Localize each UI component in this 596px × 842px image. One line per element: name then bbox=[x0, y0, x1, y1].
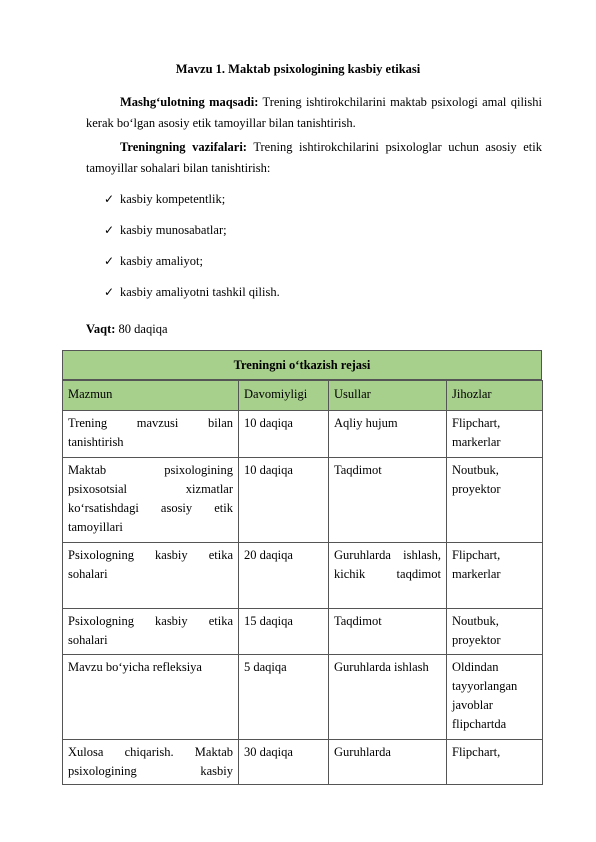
table-cell-equipment: Flipchart, markerlar bbox=[447, 411, 543, 458]
table-cell-method: Aqliy hujum bbox=[329, 411, 447, 458]
tasks-text: Trening ishtirokchilarini psixologlar uchun asosiy etik tamoyillar sohalari bilan tanishtirish: bbox=[86, 140, 543, 175]
list-item bbox=[104, 252, 280, 283]
list-item bbox=[104, 190, 280, 221]
column-header: Mazmun bbox=[63, 381, 239, 411]
plan-table bbox=[62, 380, 543, 785]
table-row bbox=[63, 411, 543, 458]
table-cell-content: Maktab psixologining psixosotsial xizmatlar ko‘rsatishdagi asosiy etik tamoyillari bbox=[63, 458, 239, 543]
column-header: Davomiyligi bbox=[239, 381, 329, 411]
table-row bbox=[63, 458, 543, 543]
table-cell-method: Guruhlarda ishlash, kichik taqdimot bbox=[329, 543, 447, 609]
table-cell-method: Taqdimot bbox=[329, 609, 447, 655]
table-cell-duration: 20 daqiqa bbox=[239, 543, 329, 609]
task-checklist bbox=[104, 190, 280, 314]
table-row bbox=[63, 609, 543, 655]
table-cell-content: Psixologning kasbiy etika sohalari bbox=[63, 609, 239, 655]
table-cell-content: Mavzu bo‘yicha refleksiya bbox=[63, 655, 239, 740]
duration-line bbox=[86, 322, 168, 337]
page-title: Mavzu 1. Maktab psixologining kasbiy etikasi bbox=[175, 62, 421, 76]
list-item bbox=[104, 221, 280, 252]
table-cell-method: Taqdimot bbox=[329, 458, 447, 543]
table-cell-equipment: Noutbuk, proyektor bbox=[447, 458, 543, 543]
tasks-label: Treningning vazifalari: bbox=[120, 140, 247, 154]
table-cell-duration: 30 daqiqa bbox=[239, 740, 329, 785]
list-item bbox=[104, 283, 280, 314]
table-row bbox=[63, 740, 543, 785]
table-cell-content: Psixologning kasbiy etika sohalari bbox=[63, 543, 239, 609]
table-cell-equipment: Oldindan tayyorlangan javoblar flipchartda bbox=[447, 655, 543, 740]
table-cell-duration: 10 daqiqa bbox=[239, 458, 329, 543]
table-cell-method: Guruhlarda bbox=[329, 740, 447, 785]
tasks-paragraph bbox=[86, 137, 542, 179]
table-cell-equipment: Flipchart, bbox=[447, 740, 543, 785]
checkmark-icon: ✓ bbox=[104, 285, 115, 299]
table-cell-method: Guruhlarda ishlash bbox=[329, 655, 447, 740]
table-cell-equipment: Noutbuk, proyektor bbox=[447, 609, 543, 655]
table-cell-content: Xulosa chiqarish. Maktab psixologining kasbiy bbox=[63, 740, 239, 785]
table-row bbox=[63, 543, 543, 609]
plan-table-wrapper bbox=[62, 350, 542, 785]
column-header: Usullar bbox=[329, 381, 447, 411]
list-item-text: kasbiy kompetentlik; bbox=[120, 192, 226, 206]
goal-paragraph bbox=[86, 92, 542, 134]
duration-label: Vaqt: bbox=[86, 322, 116, 336]
goal-text: Trening ishtirokchilarini maktab psixologi amal qilishi kerak bo‘lgan asosiy etik tamoyillar bilan tanishtirish. bbox=[86, 95, 542, 130]
goal-label: Mashg‘ulotning maqsadi: bbox=[120, 95, 259, 109]
list-item-text: kasbiy amaliyotni tashkil qilish. bbox=[120, 285, 280, 299]
duration-value: 80 daqiqa bbox=[115, 322, 168, 336]
list-item-text: kasbiy munosabatlar; bbox=[120, 223, 227, 237]
table-cell-duration: 15 daqiqa bbox=[239, 609, 329, 655]
checkmark-icon: ✓ bbox=[104, 254, 115, 268]
table-cell-equipment: Flipchart, markerlar bbox=[447, 543, 543, 609]
column-header: Jihozlar bbox=[447, 381, 543, 411]
checkmark-icon: ✓ bbox=[104, 223, 115, 237]
table-cell-duration: 10 daqiqa bbox=[239, 411, 329, 458]
table-row bbox=[63, 655, 543, 740]
table-header-row bbox=[63, 381, 543, 411]
list-item-text: kasbiy amaliyot; bbox=[120, 254, 203, 268]
plan-table-title: Treningni o‘tkazish rejasi bbox=[62, 350, 542, 380]
checkmark-icon: ✓ bbox=[104, 192, 115, 206]
table-cell-content: Trening mavzusi bilan tanishtirish bbox=[63, 411, 239, 458]
table-cell-duration: 5 daqiqa bbox=[239, 655, 329, 740]
